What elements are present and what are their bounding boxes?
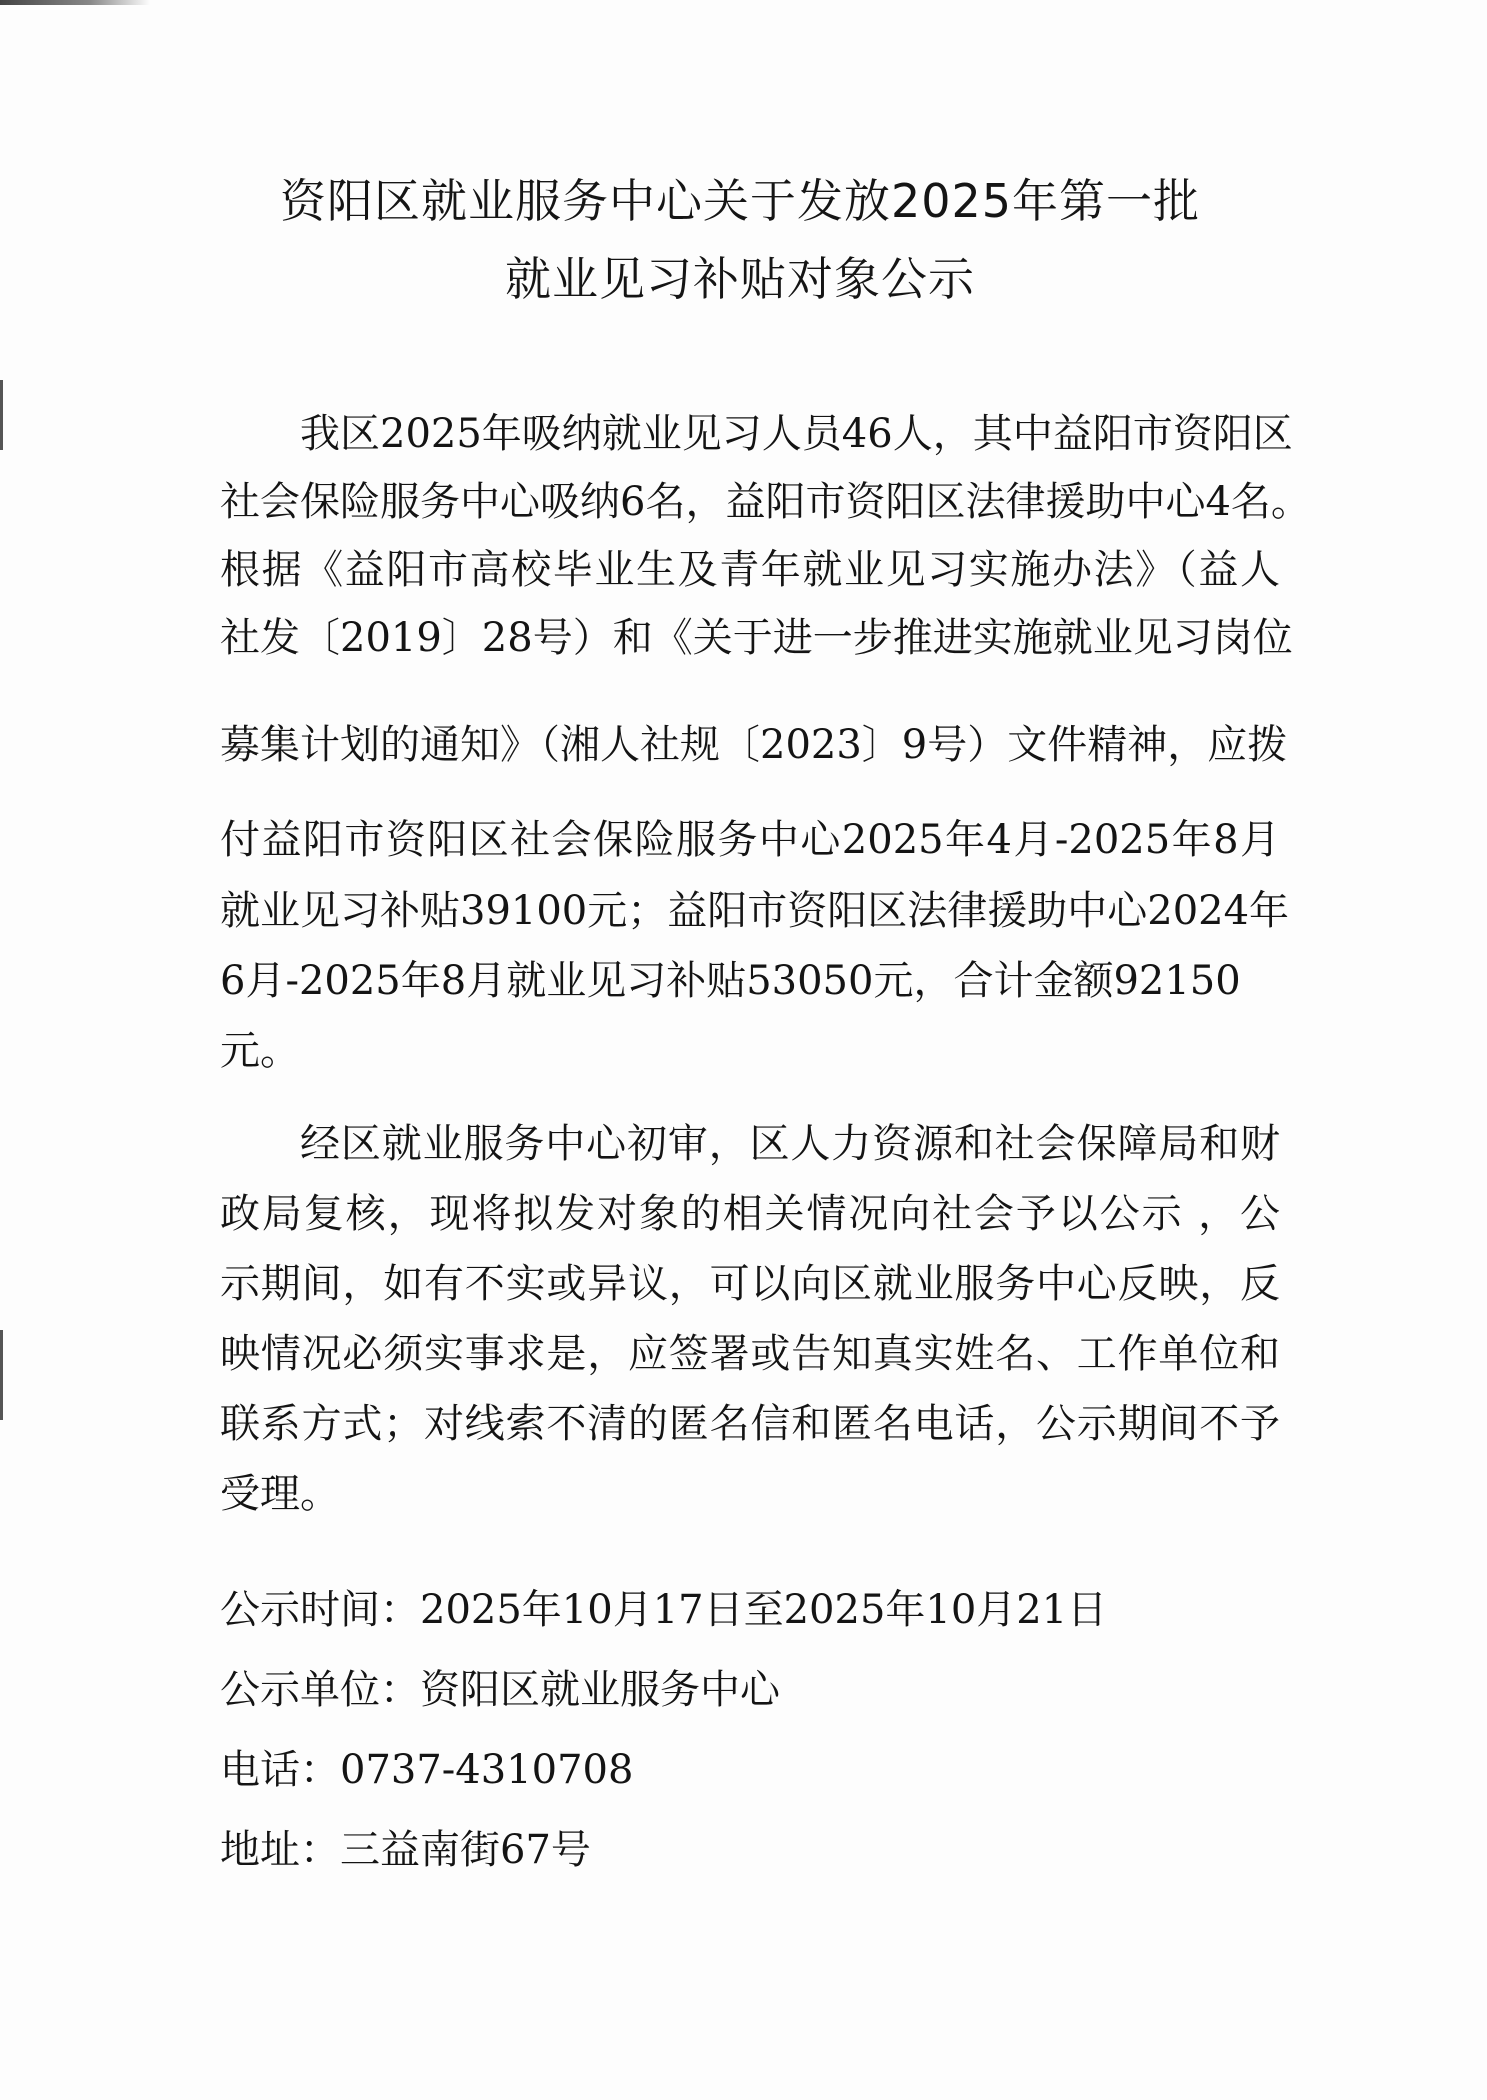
paragraph-1-line: 就业见习补贴39100元；益阳市资阳区法律援助中心2024年 [220, 888, 1290, 934]
paragraph-1-line: 根据《益阳市高校毕业生及青年就业见习实施办法》（益人 [220, 547, 1280, 593]
paragraph-1-line: 社会保险服务中心吸纳6名，益阳市资阳区法律援助中心4名。 [220, 479, 1311, 525]
paragraph-2-line: 映情况必须实事求是，应签署或告知真实姓名、工作单位和 [220, 1331, 1280, 1377]
document-title-line-1: 资阳区就业服务中心关于发放2025年第一批 [279, 174, 1201, 228]
scan-edge-left-mark [0, 1330, 3, 1420]
contact-phone: 电话：0737-4310708 [220, 1747, 634, 1793]
paragraph-2-line: 示期间，如有不实或异议，可以向区就业服务中心反映，反 [220, 1261, 1280, 1307]
paragraph-1-line: 募集计划的通知》（湘人社规〔2023〕9号）文件精神，应拨 [220, 722, 1288, 768]
notice-unit: 公示单位：资阳区就业服务中心 [220, 1667, 780, 1713]
contact-address: 地址：三益南街67号 [220, 1827, 591, 1873]
document-title-line-2: 就业见习补贴对象公示 [505, 252, 975, 306]
paragraph-2-line: 联系方式；对线索不清的匿名信和匿名电话，公示期间不予 [220, 1401, 1280, 1447]
paragraph-1-line: 元。 [220, 1028, 300, 1074]
paragraph-1-line: 我区2025年吸纳就业见习人员46人，其中益阳市资阳区 [300, 411, 1293, 457]
paragraph-2-line: 受理。 [220, 1471, 340, 1517]
paragraph-1-line: 6月-2025年8月就业见习补贴53050元，合计金额92150 [220, 958, 1241, 1004]
paragraph-2-line: 政局复核，现将拟发对象的相关情况向社会予以公示 ，公 [220, 1191, 1280, 1237]
scan-edge-left-mark [0, 380, 3, 450]
paragraph-2-line: 经区就业服务中心初审，区人力资源和社会保障局和财 [300, 1121, 1280, 1167]
notice-period: 公示时间：2025年10月17日至2025年10月21日 [220, 1587, 1108, 1633]
scan-edge-top [0, 0, 150, 5]
paragraph-1-line: 社发〔2019〕28号）和《关于进一步推进实施就业见习岗位 [220, 615, 1293, 661]
paragraph-1-line: 付益阳市资阳区社会保险服务中心2025年4月-2025年8月 [220, 817, 1280, 863]
